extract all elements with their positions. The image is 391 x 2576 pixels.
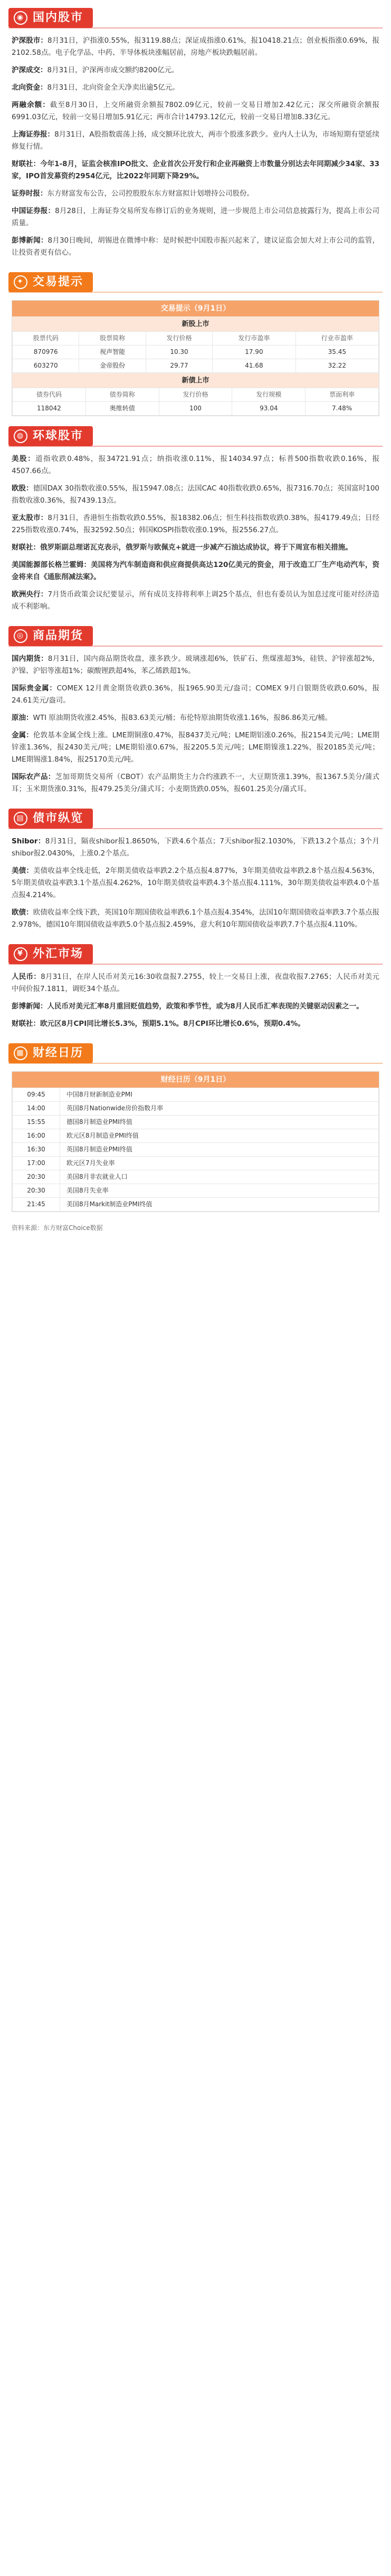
global-p6: 欧洲央行：7月货币政策会议纪要显示，所有成员支持将利率上调25个基点，但也有委员认为加息过度可能对经济造成不利影响。 [12,590,379,611]
table-row: 118042 奥维转债 100 93.04 7.48% [13,402,379,416]
domestic-p6: 财联社：今年1-8月，证监会核准IPO批文、企业首次公开发行和企业再融资上市数量分别达去年同期减少34家、33家，IPO首发募资约2954亿元，比2022年同期下降29%。 [12,160,380,180]
section-title: 国内股市 [33,11,84,25]
global-p5: 美国能源部长格兰霍姆：美国将为汽车制造商和供应商提供高达120亿美元的资金，用于改造工厂生产电动汽车，资金将来自《通胀削减法案》。 [12,561,380,581]
commodity-p3: 原油：WTI 原油期货收涨2.45%，报83.63美元/桶；布伦特原油期货收涨1.16%，报86.86美元/桶。 [12,714,332,722]
commodity-p2: 国际贵金属：COMEX 12月黄金期货收跌0.36%，报1965.90美元/盎司；COMEX 9月白银期货收跌0.60%，报24.61美元/盎司。 [12,684,380,705]
table-row: 09:45 中国8月财新制造业PMI [13,1088,379,1102]
table-row: 17:00 欧元区7月失业率 [13,1157,379,1170]
fx-p2: 彭博新闻：人民币对美元汇率8月重回贬值趋势，政策和季节性，或为8月人民币汇率表现的关键驱动因素之一。 [12,1002,364,1011]
global-p3: 亚太股市：8月31日，香港恒生指数收跌0.55%，报18382.06点；恒生科技指数收跌0.38%，报4179.49点；日经225指数收涨0.74%，报32592.50点；韩国KOSPI指数收涨0.19%，报2556.27点。 [12,514,380,534]
new-listings-table: 股票代码 股票简称 发行价格 发行市盈率 行业市盈率 870976 视声智能 10.30 17.90 35.45 603270 金帝股份 29.77 41.68 32.22 [12,331,379,373]
earth-icon: ◍ [14,429,27,443]
section-header-trading [8,267,383,297]
bond-p3: 欧债：欧债收益率全线下跌，英国10年期国债收益率跌6.1个基点报4.354%，法国10年期国债收益率跌3.7个基点报2.978%，德国10年期国债收益率跌5.0个基点报2.459%，意大利10年期国债收益率跌7.7个基点报4.110%。 [12,908,380,929]
commodity-p1: 国内期货：8月31日，国内商品期货收盘，涨多跌少。玻璃涨超6%，铁矿石、焦煤涨超3%，硅铁、沪锌涨超2%，沪镍、沪铝等涨超1%；碳酸锂跌超4%，苯乙烯跌超1%。 [12,655,379,675]
table-row: 16:00 欧元区8月制造业PMI终值 [13,1129,379,1143]
chart-icon: ▤ [14,812,27,825]
table-row: 21:45 美国8月Markit制造业PMI终值 [13,1198,379,1212]
domestic-p4: 两融余额：截至8月30日，上交所融资余额报7802.09亿元，较前一交易日增加2.42亿元；深交所融资余额报6991.03亿元，较前一交易日增加5.91亿元；两市合计14793.12亿元，较前一交易日增加8.33亿元。 [12,101,380,121]
new-bonds-table: 债券代码 债券简称 发行价格 发行规模 票面利率 118042 奥维转债 100 93.04 7.48% [12,388,379,416]
domestic-p9: 彭博新闻：8月30日晚间，胡锡进在微博中称：是时候把中国股市振兴起来了，建议证监会加大对上市公司的监管，让投资者更有信心。 [12,236,379,257]
table-row: 15:55 德国8月制造业PMI终值 [13,1116,379,1129]
globe-icon: ◉ [14,11,27,25]
table-row: 20:30 美国8月失业率 [13,1184,379,1198]
domestic-p3: 北向资金：8月31日，北向资金全天净卖出逾5亿元。 [12,83,179,92]
coins-icon: ◎ [14,629,27,643]
section-header-calendar: ▦ 财经日历 [8,1039,383,1068]
trading-table [12,300,379,416]
table-row: 870976 视声智能 10.30 17.90 35.45 [13,345,379,359]
domestic-p5: 上海证券报：8月31日，A股指数震荡上扬，成交额环比放大，两市个股涨多跌少。业内人士认为，市场短期有望延续修复行情。 [12,130,379,151]
commodity-p4: 金属：伦敦基本金属全线上涨。LME期铜涨0.47%，报8437美元/吨；LME期铝涨0.26%，报2154美元/吨；LME期锌涨1.36%，报2430美元/吨；LME期铅涨0.67%，报2205.5美元/吨；LME期镍涨1.22%，报20185美元/吨；LME期锡涨1.84%，报25170美元/吨。 [12,731,379,764]
global-p2: 欧股：德国DAX 30指数收涨0.55%，报15947.08点；法国CAC 40指数收跌0.65%，报7316.70点；英国富时100指数收涨0.36%，报7439.13点。 [12,484,380,505]
section-header-commodity: ◎ 商品期货 [8,621,383,651]
fx-p3: 财联社：欧元区8月CPI同比增长5.3%，预期5.1%。8月CPI环比增长0.6%，预期0.4%。 [12,1020,305,1028]
table-row: 603270 金帝股份 29.77 41.68 32.22 [13,359,379,373]
section-title: 交易提示 [33,275,84,289]
new-listings-title: 新股上市 [12,316,379,331]
bond-p1: Shibor：8月31日，隔夜shibor报1.8650%，下跌4.6个基点；7天shibor报2.1030%，下跌13.2个基点；3个月shibor报2.0430%，上涨0.2个基点。 [12,837,379,858]
domestic-p7: 证券时报：东方财富发布公告，公司控股股东东方财富拟计划增持公司股份。 [12,189,254,198]
currency-icon: ¥ [14,947,27,961]
table-row: 14:00 英国8月Nationwide房价指数月率 [13,1102,379,1116]
section-header-domestic [8,3,383,33]
section-header-global: ◍ 环球股市 [8,421,383,451]
domestic-p2: 沪深成交：8月31日，沪深两市成交额约8200亿元。 [12,66,179,74]
domestic-p8: 中国证券报：8月28日，上海证券交易所发布修订后的业务规则，进一步规范上市公司信息披露行为，提高上市公司质量。 [12,207,379,227]
fx-p1: 人民币：8月31日，在岸人民币对美元16:30收盘报7.2755，较上一交易日上涨，夜盘收报7.2765；人民币对美元中间价报7.1811，调贬34个基点。 [12,973,380,993]
bond-p2: 美债：美债收益率全线走低，2年期美债收益率跌2.2个基点报4.877%，3年期美债收益率跌2.8个基点报4.563%，5年期美债收益率跌3.1个基点报4.262%，10年期美债收益率跌4.3个基点报4.111%，30年期美债收益率跌4.0个基点报4.214%。 [12,867,379,899]
section-header-fx: ¥ 外汇市场 [8,939,383,969]
domestic-p1: 沪深股市：8月31日，沪指涨0.55%，报3119.88点；深证成指涨0.61%，报10418.21点；创业板指涨0.69%，报2102.58点。电子化学品、中药、半导体板块涨幅居前，房地产板块跌幅居前。 [12,36,380,57]
commodity-p5: 国际农产品：芝加哥期货交易所（CBOT）农产品期货主力合约涨跌不一，大豆期货涨1.39%，报1367.5美分/蒲式耳；玉米期货涨0.31%，报479.25美分/蒲式耳；小麦期货跌0.05%，报601.25美分/蒲式耳。 [12,773,380,793]
source-note: 资料来源：东方财富Choice数据 [12,1224,103,1232]
calendar-icon: ▦ [14,1046,27,1060]
calendar-table: 财经日历（9月1日） 09:45 中国8月财新制造业PMI 14:00 英国8月Nationwide房价指数月率 15:55 德国8月制造业PMI终值 16:00 欧元区8月制造业PMI终值 16:30 英国8月制造业PMI终值 17:00 欧元区7月失业率 20:30 美国8月非农就业人口 20:30 美国8月失业率 21:45 美国8月Markit制造业PMI终值 [12,1071,379,1212]
new-bonds-title: 新债上市 [12,373,379,388]
global-p4: 财联社：俄罗斯副总理诺瓦克表示，俄罗斯与欧佩克+就进一步减产石油达成协议，将于下周宣布相关措施。 [12,543,352,552]
bell-icon: ✦ [14,275,27,289]
global-p1: 美股：道指收跌0.48%，报34721.91点；纳指收涨0.11%，报14034.97点；标普500指数收跌0.16%，报4507.66点。 [12,455,379,475]
table-row: 16:30 英国8月制造业PMI终值 [13,1143,379,1157]
table-row: 20:30 美国8月非农就业人口 [13,1170,379,1184]
section-header-bond: ▤ 债市纵览 [8,804,383,833]
trading-table-title: 交易提示（9月1日） [12,301,379,316]
